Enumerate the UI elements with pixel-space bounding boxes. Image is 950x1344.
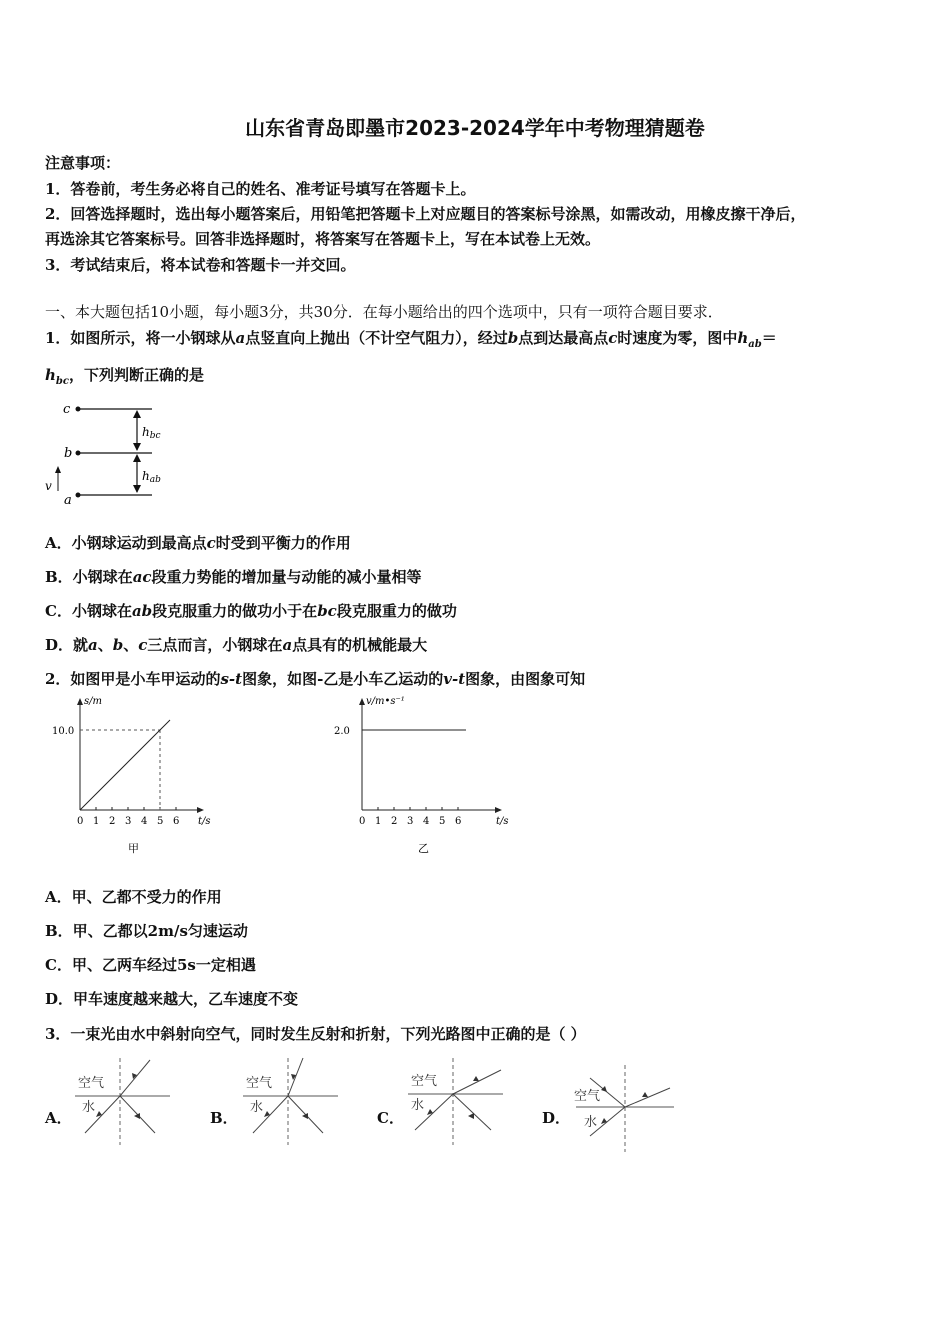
x-tick-label: 1 — [93, 816, 100, 827]
q1-option-a: A．小钢球运动到最高点c时受到平衡力的作用 — [45, 534, 351, 552]
q3-b-air-label: 空气 — [246, 1076, 273, 1091]
q3-a-water-label: 水 — [82, 1100, 96, 1115]
x-axis-arrow — [495, 807, 502, 813]
q1-option-d: D．就a、b、c三点而言，小钢球在a点具有的机械能最大 — [45, 636, 428, 654]
y-axis-label: s/m — [84, 696, 102, 707]
x-axis-arrow — [197, 807, 204, 813]
q3-option-a-label: A． — [45, 1109, 72, 1127]
q1-fig-label-c: c — [63, 402, 71, 417]
q3-option-c-label: C． — [377, 1109, 404, 1127]
x-tick-label: 2 — [109, 816, 116, 827]
notice-item-3: 3．考试结束后，将本试卷和答题卡一并交回。 — [45, 256, 356, 274]
q2-option-b: B．甲、乙都以2m/s匀速运动 — [45, 922, 248, 940]
q3-diagram-a — [70, 1055, 175, 1150]
q1-stem: 1．如图所示，将一小钢球从a点竖直向上抛出（不计空气阻力），经过b点到达最高点c时速度为零，图中$h_{ab}=$ — [45, 329, 777, 350]
q3-option-b-label: B． — [210, 1109, 238, 1127]
notice-item-2-cont: 再选涂其它答案标号。回答非选择题时，将答案写在答题卡上，写在本试卷上无效。 — [45, 230, 601, 248]
q3-diagram-b — [238, 1055, 343, 1150]
x-tick-label: 6 — [173, 816, 180, 827]
q2-option-a: A．甲、乙都不受力的作用 — [45, 888, 222, 906]
notice-item-1: 1．答卷前，考生务必将自己的姓名、准考证号填写在答题卡上。 — [45, 180, 476, 198]
q3-option-d-label: D． — [542, 1109, 571, 1127]
q3-stem: 3．一束光由水中斜射向空气，同时发生反射和折射，下列光路图中正确的是（ ） — [45, 1025, 586, 1043]
q1-fig-hab-sub: ab — [149, 475, 161, 485]
chart-yi — [330, 696, 520, 865]
x-axis-label: t/s — [198, 816, 211, 827]
q1-fig-hbc-h: h — [142, 425, 150, 439]
section-instruction: 一、本大题包括10小题，每小题3分，共30分．在每小题给出的四个选项中，只有一项符合题目要求． — [45, 303, 723, 321]
x-tick-label: 1 — [375, 816, 382, 827]
q3-c-water-label: 水 — [411, 1098, 425, 1113]
y-axis-arrow — [359, 698, 365, 705]
q3-diagram-c — [403, 1055, 508, 1150]
q2-option-d: D．甲车速度越来越大，乙车速度不变 — [45, 990, 299, 1008]
series-line — [80, 720, 170, 810]
x-tick-label: 3 — [407, 816, 414, 827]
notice-item-2: 2．回答选择题时，选出每小题答案后，用铅笔把答题卡上对应题目的答案标号涂黑，如需改动，用橡皮擦干净后， — [45, 205, 806, 223]
notice-heading: 注意事项： — [45, 154, 121, 172]
q3-d-water-label: 水 — [584, 1115, 598, 1130]
q1-fig-label-a: a — [64, 493, 72, 508]
x-tick-label: 3 — [125, 816, 132, 827]
q1-fig-hab-h: h — [142, 469, 150, 483]
q3-d-air-label: 空气 — [574, 1089, 601, 1104]
x-axis-label: t/s — [496, 816, 509, 827]
q1-option-c: C．小钢球在ab段克服重力的做功小于在bc段克服重力的做功 — [45, 602, 457, 620]
y-axis-label: v/m•s⁻¹ — [366, 696, 405, 707]
q1-fig-hbc-sub: bc — [149, 431, 161, 441]
chart-jia — [50, 696, 220, 865]
y-tick-label: 10.0 — [52, 726, 75, 737]
x-tick-label: 6 — [455, 816, 462, 827]
q3-diagram-d — [570, 1060, 680, 1155]
q3-a-air-label: 空气 — [78, 1076, 105, 1091]
chart-caption: 甲 — [128, 842, 139, 855]
q1-figure — [40, 398, 180, 510]
q3-b-water-label: 水 — [250, 1100, 264, 1115]
svg-text:hab — [142, 469, 161, 485]
x-tick-label: 4 — [423, 816, 430, 827]
q2-stem: 2．如图甲是小车甲运动的s-t图象，如图-乙是小车乙运动的v-t图象，由图象可知 — [45, 670, 586, 688]
y-tick-label: 2.0 — [334, 726, 350, 737]
q3-c-air-label: 空气 — [411, 1074, 438, 1089]
x-tick-label: 0 — [359, 816, 366, 827]
q1-stem-cont: $h_{bc}$，下列判断正确的是 — [45, 366, 205, 387]
x-tick-label: 0 — [77, 816, 84, 827]
x-tick-label: 5 — [439, 816, 446, 827]
q1-option-b: B．小钢球在ac段重力势能的增加量与动能的减小量相等 — [45, 568, 422, 586]
page-title: 山东省青岛即墨市2023-2024学年中考物理猜题卷 — [245, 116, 705, 140]
q2-option-c: C．甲、乙两车经过5s一定相遇 — [45, 956, 256, 974]
y-axis-arrow — [77, 698, 83, 705]
x-tick-label: 2 — [391, 816, 398, 827]
q1-fig-label-b: b — [64, 446, 73, 461]
x-tick-label: 4 — [141, 816, 148, 827]
svg-text:hbc — [142, 425, 161, 441]
q1-fig-label-v: v — [45, 479, 52, 493]
x-tick-label: 5 — [157, 816, 164, 827]
chart-caption: 乙 — [418, 842, 429, 855]
